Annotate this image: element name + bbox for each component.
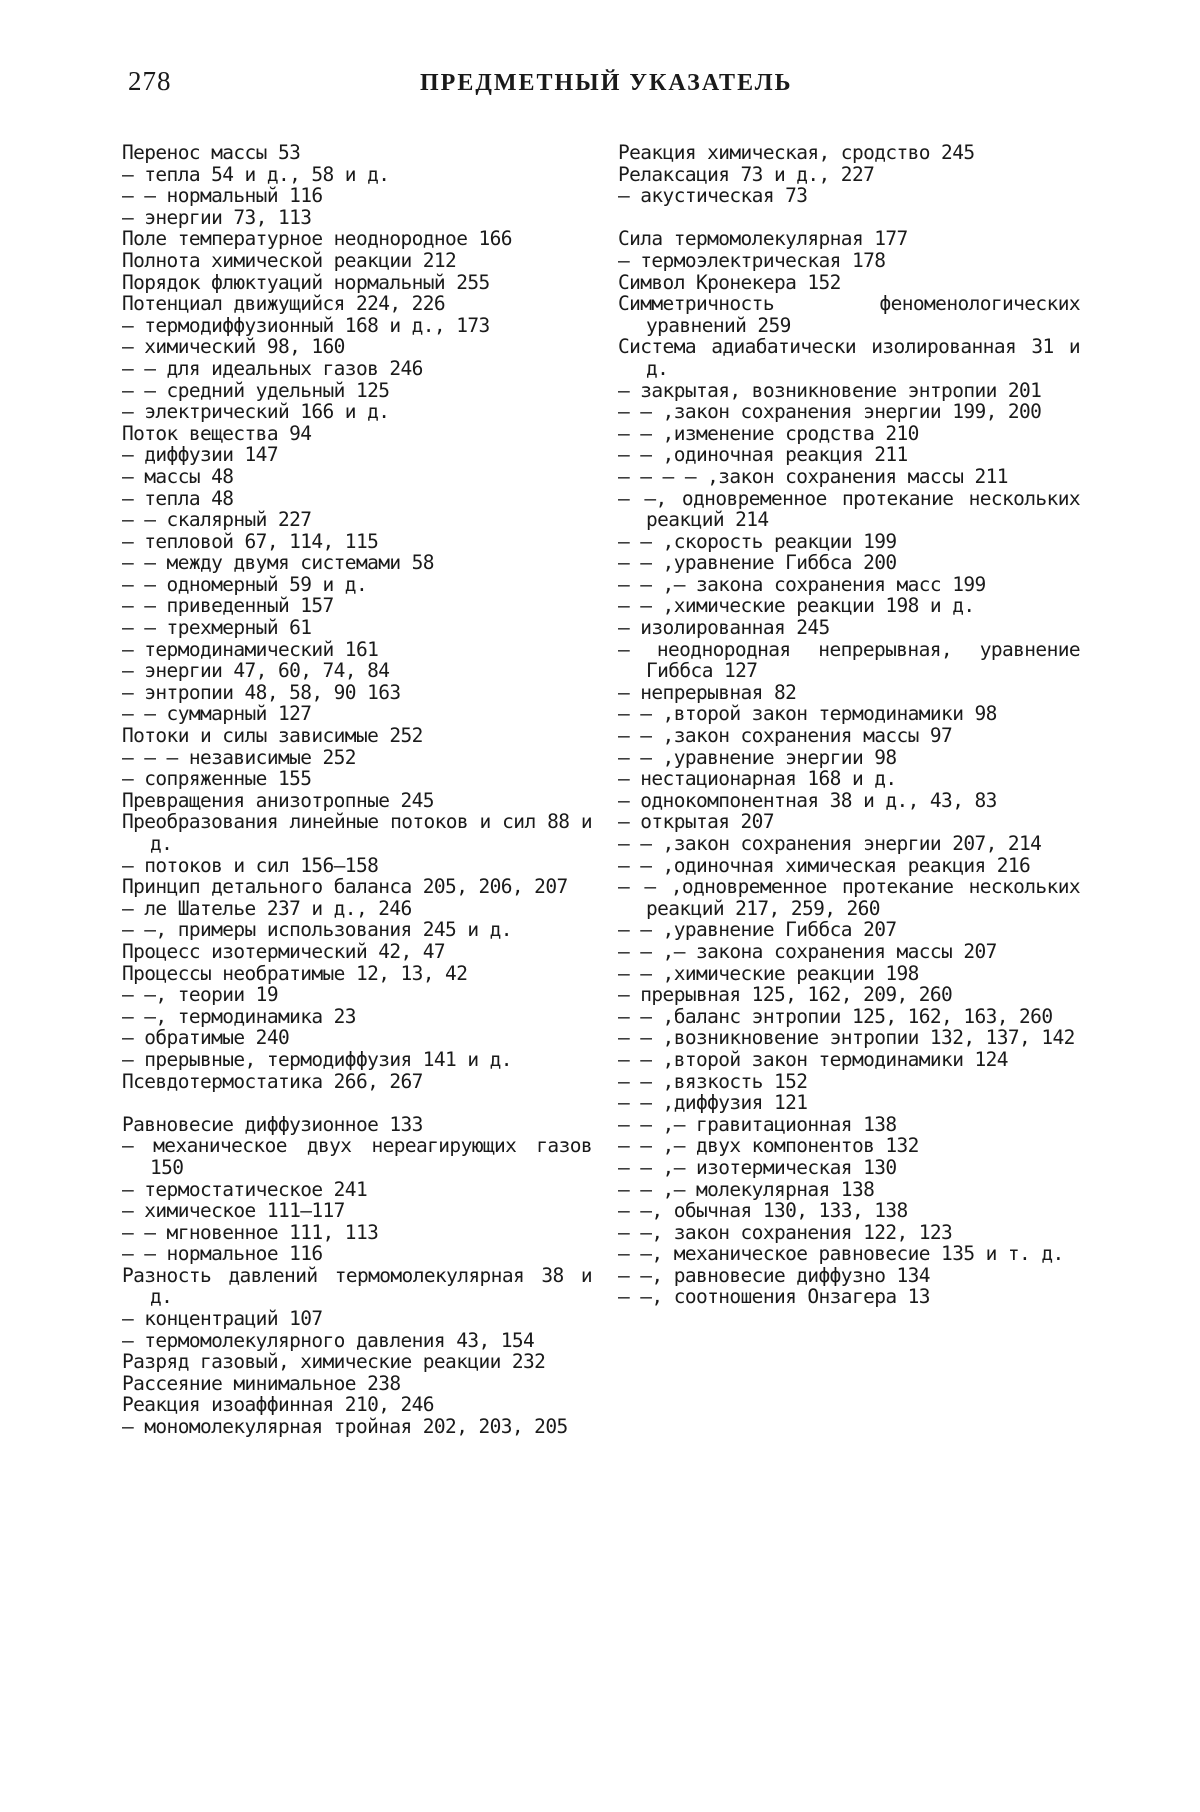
- index-entry: — термоэлектрическая 178: [618, 248, 886, 272]
- index-entry: — — ,химические реакции 198 и д.: [618, 594, 975, 618]
- index-entry: Система адиабатически изолированная 31 и д.: [618, 335, 1080, 380]
- index-entry: — неоднородная непрерывная, уравнение Гиббса 127: [618, 637, 1080, 683]
- index-entry: — обратимые 240: [122, 1026, 290, 1050]
- index-entry: Сила термомолекулярная 177: [618, 227, 908, 251]
- index-entry: — — ,закон сохранения массы 97: [618, 724, 953, 748]
- index-entry: — — трехмерный 61: [122, 616, 312, 640]
- index-entry: — массы 48: [122, 464, 234, 488]
- index-entry: — —, термодинамика 23: [122, 1004, 356, 1028]
- index-entry: — — скалярный 227: [122, 508, 312, 532]
- index-entry: — концентраций 107: [122, 1307, 323, 1331]
- index-column-left: [122, 142, 592, 1438]
- index-entry: — тепла 48: [122, 486, 234, 510]
- index-entry: — — ,скорость реакции 199: [618, 529, 897, 553]
- index-entry: Релаксация 73 и д., 227: [618, 162, 875, 186]
- index-entry: — — ,— двух компонентов 132: [618, 1134, 919, 1158]
- index-entry: — термомолекулярного давления 43, 154: [122, 1328, 535, 1352]
- index-entry: Процесс изотермический 42, 47: [122, 939, 446, 963]
- index-entry: — энергии 47, 60, 74, 84: [122, 659, 390, 683]
- index-entry: — открытая 207: [618, 810, 774, 834]
- index-entry: Преобразования линейные потоков и сил 88 и д.: [122, 810, 592, 855]
- index-entry: Порядок флюктуаций нормальный 255: [122, 270, 490, 294]
- index-entry: — — мгновенное 111, 113: [122, 1220, 379, 1244]
- index-entry: Реакция химическая, сродство 245: [618, 141, 975, 164]
- index-entry: Псевдотермостатика 266, 267: [122, 1069, 423, 1093]
- index-entry: — акустическая 73: [618, 184, 808, 208]
- index-entry: — — ,уравнение энергии 98: [618, 745, 897, 769]
- index-entry: — — ,одиночная химическая реакция 216: [618, 853, 1031, 877]
- index-entry: Поле температурное неоднородное 166: [122, 227, 512, 251]
- index-entry: — механическое двух нереагирующих газов 150: [122, 1134, 592, 1179]
- index-entry: Равновесие диффузионное 133: [122, 1112, 423, 1136]
- index-entry: — — между двумя системами 58: [122, 551, 434, 575]
- index-entry: — — ,уравнение Гиббса 200: [618, 551, 897, 575]
- index-entry: — закрытая, возникновение энтропии 201: [618, 378, 1042, 402]
- index-entry: — тепла 54 и д., 58 и д.: [122, 162, 390, 186]
- index-entry: — прерывные, термодиффузия 141 и д.: [122, 1047, 512, 1071]
- index-entry: — — ,возникновение энтропии 132, 137, 142: [618, 1026, 1075, 1050]
- index-entry: — — ,закон сохранения энергии 207, 214: [618, 832, 1042, 855]
- index-entry: — — нормальный 116: [122, 184, 323, 208]
- index-entry: Потоки и силы зависимые 252: [122, 724, 423, 748]
- index-entry: — — ,вязкость 152: [618, 1069, 808, 1093]
- index-entry: — —, закон сохранения 122, 123: [618, 1220, 953, 1244]
- index-entry: — — — — ,закон сохранения массы 211: [618, 464, 1008, 488]
- index-entry: — — ,изменение сродства 210: [618, 421, 919, 445]
- index-entry: — — ,уравнение Гиббса 207: [618, 918, 897, 942]
- index-entry: — — ,одновременное протекание нескольких реакций 217, 259, 260: [618, 875, 1080, 920]
- index-entry: — — ,— гравитационная 138: [618, 1112, 897, 1136]
- index-entry: — —, теории 19: [122, 983, 278, 1007]
- index-entry: — —, обычная 130, 133, 138: [618, 1199, 908, 1223]
- index-entry: Разряд газовый, химические реакции 232: [122, 1350, 546, 1374]
- index-entry: — термодинамический 161: [122, 637, 379, 661]
- index-entry: — мономолекулярная тройная 202, 203, 205: [122, 1415, 568, 1439]
- index-entry: Реакция изоаффинная 210, 246: [122, 1393, 434, 1417]
- index-entry: — прерывная 125, 162, 209, 260: [618, 983, 953, 1007]
- index-entry: — химический 98, 160: [122, 335, 345, 359]
- index-entry: — ле Шателье 237 и д., 246: [122, 896, 412, 920]
- index-entry: Поток вещества 94: [122, 421, 312, 445]
- index-entry: — — для идеальных газов 246: [122, 356, 423, 380]
- index-entry: — — одномерный 59 и д.: [122, 572, 368, 596]
- index-entry: — — ,химические реакции 198: [618, 961, 919, 985]
- index-entry: — —, примеры использования 245 и д.: [122, 918, 512, 942]
- index-entry: Перенос массы 53: [122, 141, 301, 164]
- index-entry: — —, равновесие диффузно 134: [618, 1263, 930, 1287]
- index-entry: — —, соотношения Онзагера 13: [618, 1285, 930, 1309]
- index-entry: — — ,— закона сохранения масс 199: [618, 572, 986, 596]
- index-entry: — — средний удельный 125: [122, 378, 390, 402]
- index-entry: — — ,— изотермическая 130: [618, 1155, 897, 1179]
- index-entry: — энтропии 48, 58, 90 163: [122, 680, 401, 704]
- index-entry: — —, одновременное протекание нескольких реакций 214: [618, 486, 1080, 532]
- index-entry: — — нормальное 116: [122, 1242, 323, 1266]
- index-entry: Разность давлений термомолекулярная 38 и д.: [122, 1263, 592, 1309]
- index-entry: — энергии 73, 113: [122, 205, 312, 229]
- index-entry: — —, механическое равновесие 135 и т. д.: [618, 1242, 1064, 1266]
- index-entry: — химическое 111—117: [122, 1199, 345, 1223]
- index-entry: Потенциал движущийся 224, 226: [122, 292, 446, 316]
- index-entry: — электрический 166 и д.: [122, 400, 390, 424]
- index-entry: — — ,— молекулярная 138: [618, 1177, 875, 1201]
- index-entry: — — — независимые 252: [122, 745, 356, 769]
- index-entry: — изолированная 245: [618, 616, 830, 640]
- index-entry: — однокомпонентная 38 и д., 43, 83: [618, 788, 997, 812]
- index-entry: — — суммарный 127: [122, 702, 312, 726]
- index-entry: Полнота химической реакции 212: [122, 248, 457, 272]
- index-entry: — — ,закон сохранения энергии 199, 200: [618, 400, 1042, 424]
- index-entry: Рассеяние минимальное 238: [122, 1371, 401, 1395]
- index-entry: — — ,второй закон термодинамики 98: [618, 702, 997, 726]
- index-entry: — — приведенный 157: [122, 594, 334, 618]
- index-entry: — непрерывная 82: [618, 680, 797, 704]
- index-entry: Символ Кронекера 152: [618, 270, 841, 294]
- index-entry: — термостатическое 241: [122, 1177, 368, 1201]
- index-entry: — нестационарная 168 и д.: [618, 767, 897, 791]
- index-entry: Процессы необратимые 12, 13, 42: [122, 961, 468, 985]
- index-entry: — потоков и сил 156—158: [122, 853, 379, 877]
- index-column-right: [618, 142, 1080, 1308]
- index-entry: — — ,второй закон термодинамики 124: [618, 1047, 1008, 1071]
- index-entry: — термодиффузионный 168 и д., 173: [122, 313, 490, 337]
- index-entry: — — ,— закона сохранения массы 207: [618, 939, 997, 963]
- index-entry: — тепловой 67, 114, 115: [122, 529, 379, 553]
- index-entry: — — ,баланс энтропии 125, 162, 163, 260: [618, 1004, 1053, 1028]
- running-head: ПРЕДМЕТНЫЙ УКАЗАТЕЛЬ: [420, 70, 793, 96]
- index-entry: Симметричность феноменологических уравнений 259: [618, 292, 1080, 337]
- index-entry: — диффузии 147: [122, 443, 278, 467]
- page-number: 278: [128, 66, 172, 96]
- index-entry: Превращения анизотропные 245: [122, 788, 434, 812]
- index-entry: — сопряженные 155: [122, 767, 312, 791]
- index-entry: Принцип детального баланса 205, 206, 207: [122, 875, 568, 899]
- index-entry: — — ,диффузия 121: [618, 1091, 808, 1115]
- index-entry: — — ,одиночная реакция 211: [618, 443, 908, 467]
